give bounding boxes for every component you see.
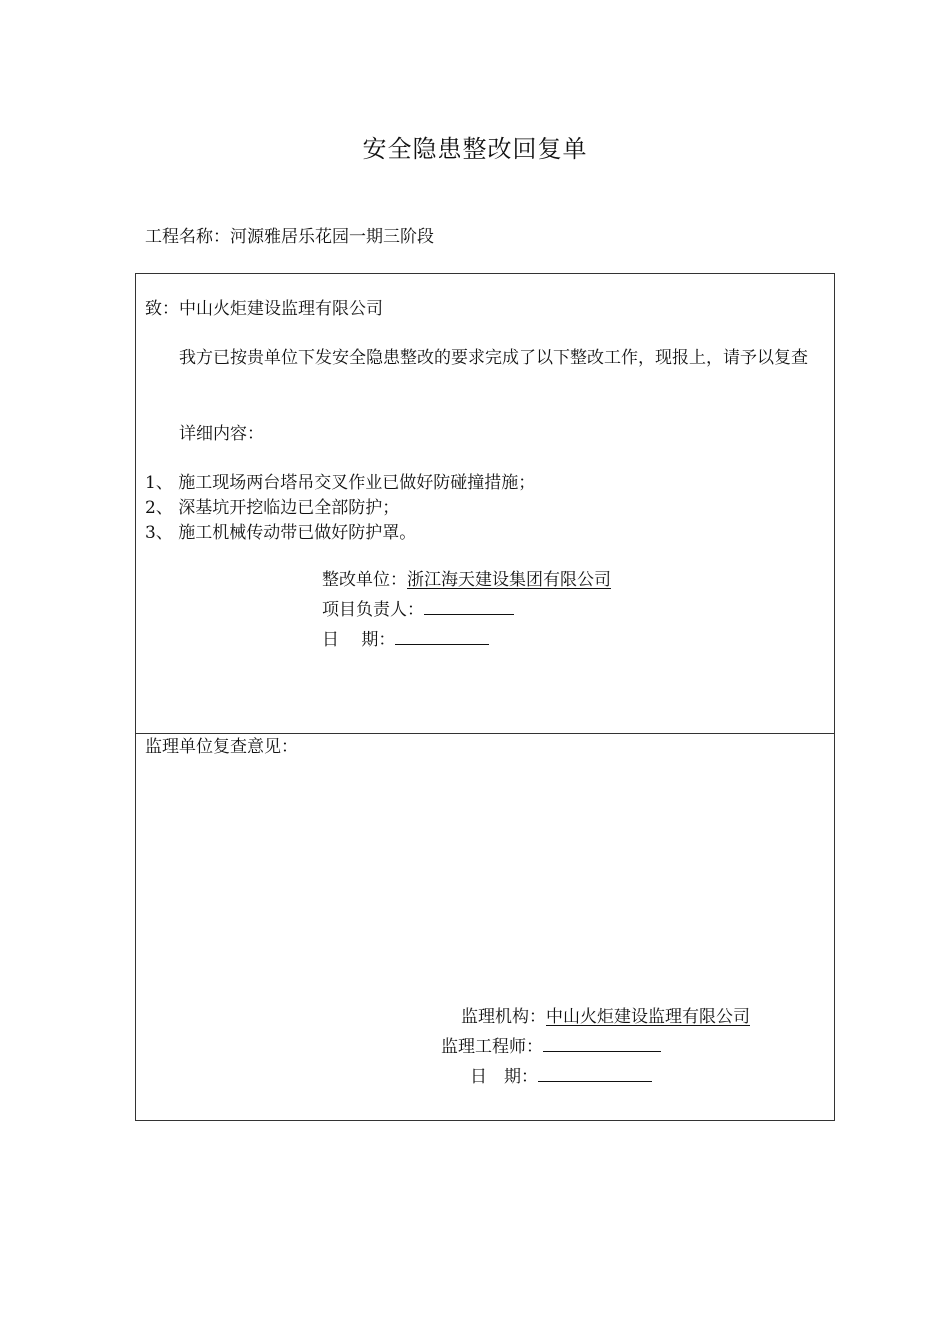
project-name: 河源雅居乐花园一期三阶段 (230, 227, 434, 247)
supervision-engineer-signature-blank[interactable] (543, 1033, 661, 1052)
project-manager-line (322, 596, 514, 623)
supervision-org-label: 监理机构： (461, 1007, 546, 1027)
rectification-date-blank[interactable] (395, 626, 489, 645)
project-manager-signature-blank[interactable] (424, 596, 514, 615)
rectification-unit-line (322, 567, 611, 593)
detail-item-3: 3、 施工机械传动带已做好防护罩。 (145, 523, 417, 543)
project-name-line (145, 224, 434, 250)
details-label: 详细内容： (179, 424, 264, 444)
rectification-unit-label: 整改单位： (322, 570, 407, 590)
statement-paragraph: 我方已按贵单位下发安全隐患整改的要求完成了以下整改工作，现报上，请予以复查 (179, 348, 808, 368)
supervision-date-label: 日 期： (470, 1067, 538, 1087)
supervision-date-line (470, 1063, 652, 1090)
addressee-label: 致： (145, 299, 179, 319)
supervision-engineer-line (441, 1033, 661, 1060)
project-manager-label: 项目负责人： (322, 600, 424, 620)
reply-form-table (135, 273, 835, 1121)
addressee-line (145, 296, 383, 322)
rectification-date-label: 日 期： (322, 630, 396, 650)
project-label: 工程名称： (145, 227, 230, 247)
rectification-unit-value: 浙江海天建设集团有限公司 (407, 570, 611, 590)
supervision-opinion-label: 监理单位复查意见： (145, 737, 298, 757)
rectification-section (136, 274, 834, 734)
detail-item-1: 1、 施工现场两台塔吊交叉作业已做好防碰撞措施； (145, 473, 536, 493)
rectification-date-line (322, 626, 489, 653)
supervision-engineer-label: 监理工程师： (441, 1037, 543, 1057)
supervision-org-line (461, 1004, 750, 1030)
supervision-section (136, 734, 834, 1120)
addressee-value: 中山火炬建设监理有限公司 (179, 299, 383, 319)
page-title: 安全隐患整改回复单 (362, 135, 588, 163)
supervision-date-blank[interactable] (538, 1063, 652, 1082)
supervision-org-value: 中山火炬建设监理有限公司 (546, 1007, 750, 1027)
detail-item-2: 2、 深基坑开挖临边已全部防护； (145, 498, 400, 518)
